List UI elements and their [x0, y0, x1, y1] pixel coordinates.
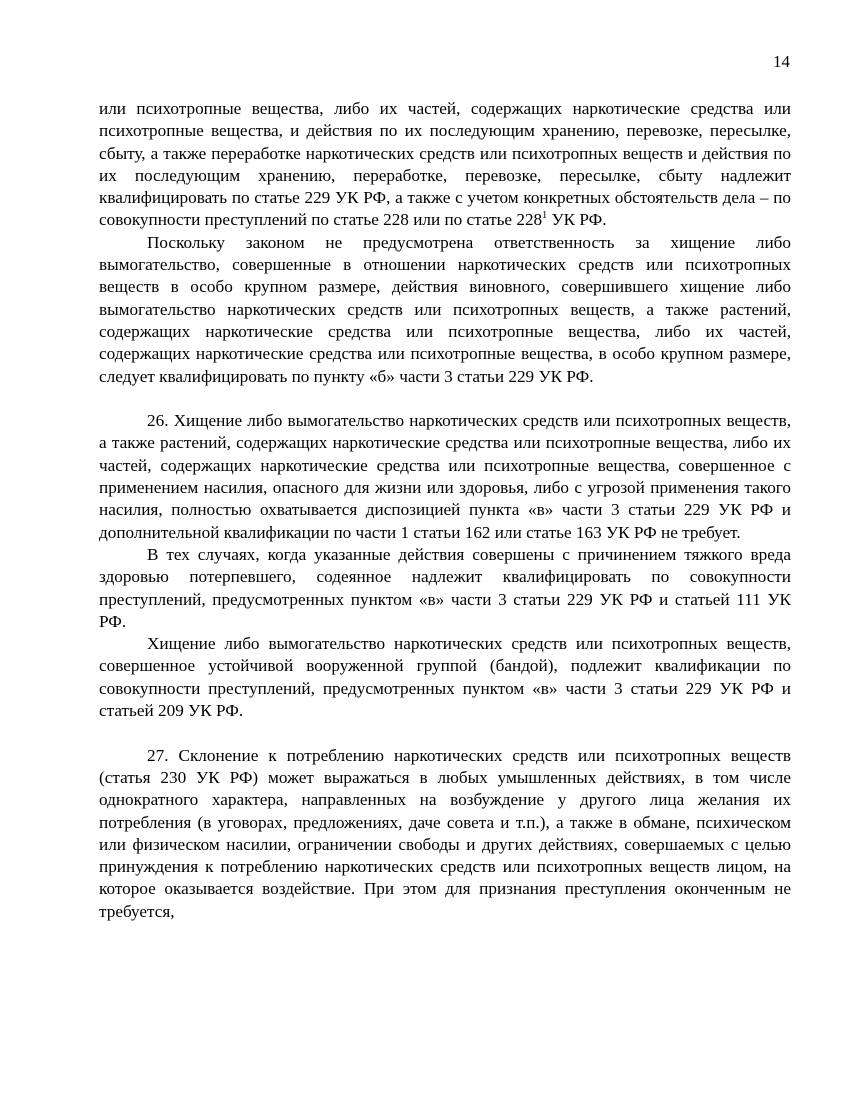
superscript-article-index: 1	[542, 210, 548, 222]
paragraph-continuation	[99, 98, 791, 232]
paragraph-text-end: УК РФ.	[547, 210, 607, 230]
paragraph-item-26: 26. Хищение либо вымогательство наркотических средств или психотропных веществ, а также растений, содержащих наркотические средства или психотропные вещества, либо их частей, содержащих наркотические средства или психотропные вещества, совершенное с применением насилия, опасного для жизни или здоровья, либо с угрозой применения такого насилия, полностью охватывается диспозицией пункта «в» части 3 статьи 229 УК РФ и дополнительной квалификации по части 1 статьи 162 или статье 163 УК РФ не требует.	[99, 411, 791, 542]
page-number: 14	[773, 52, 790, 71]
paragraph-text: или психотропные вещества, либо их частей, содержащих наркотические средства или психотропные вещества, и действия по их последующим хранению, перевозке, пересылке, сбыту, а также переработке наркотических средств или психотропных веществ и действия по их последующим хранению, переработке, перевозке, пересылке, сбыту надлежит квалифицировать по статье 229 УК РФ, а также с учетом конкретных обстоятельств дела – по совокупности преступлений по статье 228 или по статье 228	[99, 99, 791, 230]
paragraph-especially-large-size: Поскольку законом не предусмотрена ответственность за хищение либо вымогательство, совершенные в отношении наркотических средств или психотропных веществ в особо крупном размере, действия виновного, совершившего хищение либо вымогательство наркотических средств или психотропных веществ, а также растений, содержащих наркотические средства или психотропные вещества, либо их частей, содержащих наркотические средства или психотропные вещества, в особо крупном размере, следует квалифицировать по пункту «б» части 3 статьи 229 УК РФ.	[99, 232, 791, 386]
paragraph-gap	[99, 388, 791, 410]
paragraph-armed-group: Хищение либо вымогательство наркотических средств или психотропных веществ, совершенное устойчивой вооруженной группой (бандой), подлежит квалификации по совокупности преступлений, предусмотренных пунктом «в» части 3 статьи 229 УК РФ и статьей 209 УК РФ.	[99, 634, 791, 721]
paragraph-item-27: 27. Склонение к потреблению наркотических средств или психотропных веществ (статья 230 УК РФ) может выражаться в любых умышленных действиях, в том числе однократного характера, направленных на возбуждение у другого лица желания их потребления (в уговорах, предложениях, даче совета и т.п.), а также в обмане, психическом или физическом насилии, ограничении свободы и других действиях, совершаемых с целью принуждения к потреблению наркотических средств или психотропных веществ лицом, на которое оказывается воздействие. При этом для признания преступления оконченным не требуется,	[99, 745, 791, 921]
paragraph-grave-harm: В тех случаях, когда указанные действия совершены с причинением тяжкого вреда здоровью потерпевшего, содеянное надлежит квалифицировать по совокупности преступлений, предусмотренных пунктом «в» части 3 статьи 229 УК РФ и статьей 111 УК РФ.	[99, 544, 791, 631]
document-body	[99, 98, 791, 923]
paragraph-gap	[99, 722, 791, 744]
